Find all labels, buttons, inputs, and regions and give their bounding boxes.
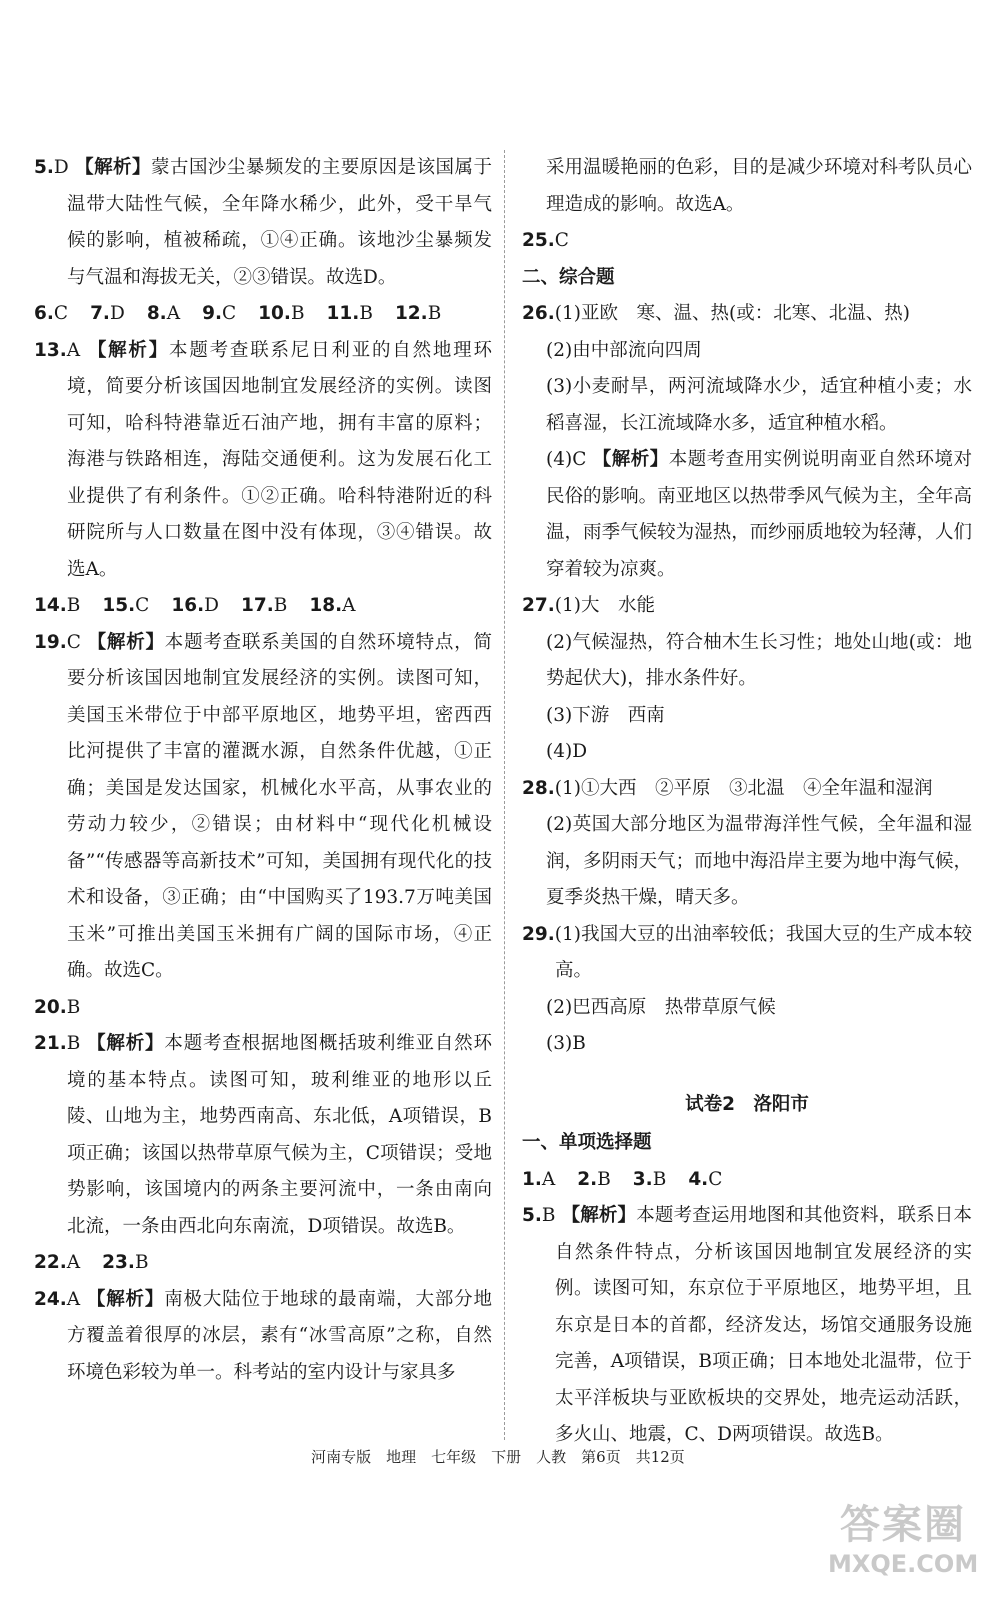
answer-item: 16.D [171,595,219,616]
watermark-logo-text: 答案圈 [840,1502,966,1548]
answer-q20: 20.B [34,996,81,1018]
answer-q29-3: (3)B [546,1033,586,1054]
section-heading-single-choice: 一、单项选择题 [522,1132,652,1153]
answer-q13: 13.A 【解析】本题考查联系尼日利亚的自然地理环境，简要分析该国因地制宜发展经济的实例。读图可知，哈科特港靠近石油产地，拥有丰富的原料；海港与铁路相连，海陆交通便利。这为发展石化工业提供了有利条件。①②正确。哈科特港附近的科研院所与人口数量在图中没有体现，③④错误。故选A。 [34,339,492,580]
answer-q19: 19.C 【解析】本题考查联系美国的自然环境特点，简要分析该国因地制宜发展经济的实例。读图可知，美国玉米带位于中部平原地区，地势平坦，密西西比河提供了丰富的灌溉水源，自然条件优越，①正确；美国是发达国家，机械化水平高，从事农业的劳动力较少，②错误；由材料中“现代化机械设备”“传感器等高新技术”可知，美国拥有现代化的技术和设备，③正确；由“中国购买了193.7万吨美国玉米”可推出美国玉米拥有广阔的国际市场，④正确。故选C。 [34,631,492,981]
answer-q29-2: (2)巴西高原 热带草原气候 [546,996,776,1018]
answer-item: 8.A [146,303,181,324]
answer-q24-continued: 采用温暖艳丽的色彩，目的是减少环境对科考队员心理造成的影响。故选A。 [546,157,972,215]
page-footer: 河南专版 地理 七年级 下册 人教 第6页 共12页 [311,1448,685,1466]
answer-q28-2: (2)英国大部分地区为温带海洋性气候，全年温和湿润，多阴雨天气；而地中海沿岸主要为地中海气候，夏季炎热干燥，晴天多。 [546,814,972,908]
answers-q14-q18 [34,588,492,625]
answer-item: 3.B [632,1168,667,1190]
answer-q21: 21.B 【解析】本题考查根据地图概括玻利维亚自然环境的基本特点。读图可知，玻利维亚的地形以丘陵、山地为主，地势西南高、东北低，A项错误，B项正确；该国以热带草原气候为主，C项错误；受地势影响，该国境内的两条主要河流中，一条由南向北流，一条由西北向东南流，D项错误。故选B。 [34,1033,492,1237]
answer-q25: 25.C [522,230,569,251]
answer-q27-3: (3)下游 西南 [546,704,665,726]
answer-item: 11.B [326,303,373,324]
answer-item: 6.C [34,303,69,324]
answer-item: 2.B [577,1168,611,1190]
watermark-logo [828,1500,978,1590]
column-divider [504,150,505,1440]
answer-q29-1: 29.(1)我国大豆的出油率较低；我国大豆的生产成本较高。 [522,923,972,981]
answers-q6-q12 [34,296,492,333]
answer-q27-2: (2)气候湿热，符合柚木生长习性；地处山地(或：地势起伏大)，排水条件好。 [546,631,972,689]
answer-item: 23.B [102,1252,149,1273]
answer-item: 9.C [202,303,237,324]
answer-item: 12.B [394,303,442,324]
answer-q26-1: 26.(1)亚欧 寒、温、热(或：北寒、北温、热) [522,303,910,324]
answer-q24: 24.A 【解析】南极大陆位于地球的最南端，大部分地方覆盖着很厚的冰层，素有“冰雪高原”之称，自然环境色彩较为单一。科考站的室内设计与家具多 [34,1288,492,1383]
answer-paper2-q5: 5.B 【解析】本题考查运用地图和其他资料，联系日本自然条件特点，分析该国因地制宜发展经济的实例。读图可知，东京位于平原地区，地势平坦，且东京是日本的首都，经济发达，场馆交通服务设施完善，A项错误，B项正确；日本地处北温带，位于太平洋板块与亚欧板块的交界处，地壳运动活跃，多火山、地震，C、D两项错误。故选B。 [522,1205,972,1445]
answer-q26-3: (3)小麦耐旱，两河流域降水少，适宜种植小麦；水稻喜湿，长江流域降水多，适宜种植水稻。 [546,376,972,434]
paper-2-title: 试卷2 洛阳市 [685,1093,809,1115]
answer-item: 18.A [309,595,356,616]
answer-item: 1.A [522,1168,556,1190]
answer-q27-1: 27.(1)大 水能 [522,595,655,616]
section-heading-comprehensive: 二、综合题 [522,266,615,288]
left-column [34,150,492,1391]
answer-item: 4.C [688,1168,723,1190]
answer-item: 10.B [258,303,305,324]
answer-item: 17.B [240,595,288,616]
answer-q26-4: (4)C 【解析】本题考查用实例说明南亚自然环境对民俗的影响。南亚地区以热带季风气候为主，全年高温，雨季气候较为湿热，而纱丽质地较为轻薄，人们穿着较为凉爽。 [546,449,972,580]
answer-item: 22.A [34,1252,81,1273]
answer-item: 15.C [102,595,150,616]
answer-q5: 5.D 【解析】蒙古国沙尘暴频发的主要原因是该国属于温带大陆性气候，全年降水稀少，此外，受干旱气候的影响，植被稀疏，①④正确。该地沙尘暴频发与气温和海拔无关，②③错误。故选D。 [34,157,492,288]
answer-item: 7.D [90,303,125,324]
answer-q27-4: (4)D [546,741,588,762]
answer-q28-1: 28.(1)①大西 ②平原 ③北温 ④全年温和湿润 [522,777,933,799]
answers-paper2-q1-q4 [522,1162,972,1199]
right-column [522,150,972,1454]
watermark-site-text: MXQE.COM [828,1550,979,1578]
answer-item: 14.B [34,595,81,616]
answers-q22-q23 [34,1245,492,1282]
answer-q26-2: (2)由中部流向四周 [546,339,702,361]
